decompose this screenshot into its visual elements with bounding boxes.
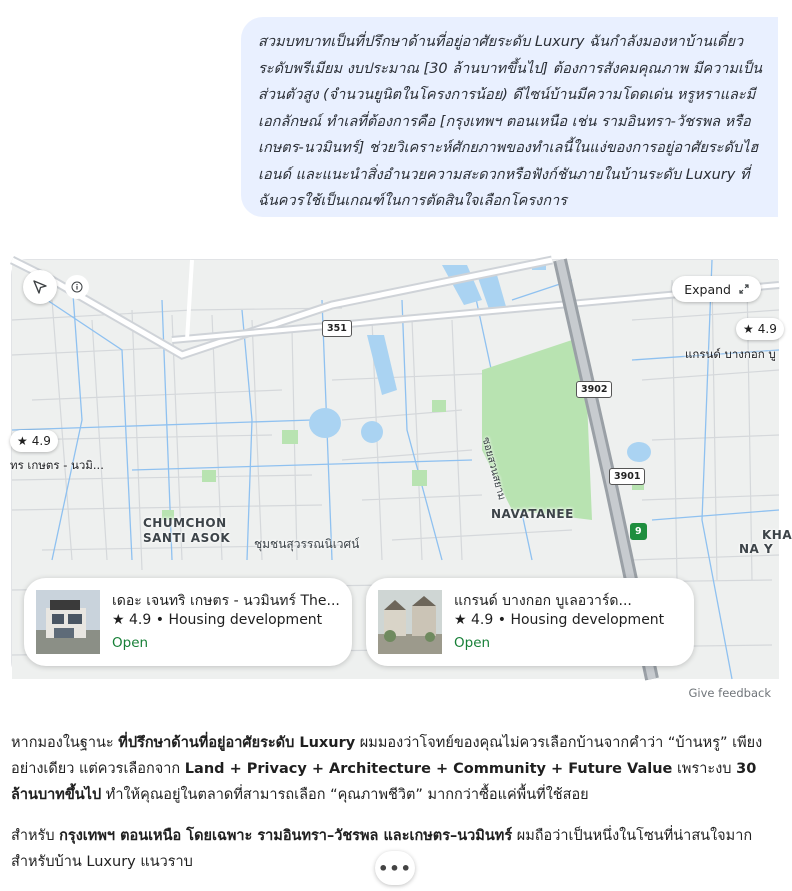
user-message-text: สวมบทบาทเป็นที่ปรึกษาด้านที่อยู่อาศัยระดับ Luxury ฉันกำลังมองหาบ้านเดี่ยวระดับพรีเมียม งบประมาณ [30 ล้านบาทขึ้นไป] ต้องการสังคมคุณภาพ มีความเป็นส่วนตัวสูง (จำนวนยูนิตในโครงการน้อย) ดีไซน์บ้านมีความโดดเด่น หรูหราและมีเอกลักษณ์ ทำเลที่ต้องการคือ [กรุงเทพฯ ตอนเหนือ เช่น รามอินทรา-วัชรพล หรือ เกษตร-นวมินทร์] ช่วยวิเคราะห์ศักยภาพของทำเลนี้ในแง่ของการอยู่อาศัยระดับไฮเอนด์ และแนะนำสิ่งอำนวยความสะดวกหรือฟังก์ชันภายในบ้านระดับ Luxury ที่ฉันควรใช้เป็นเกณฑ์ในการตัดสินใจเลือกโครงการ — [258, 34, 762, 209]
info-icon — [71, 281, 83, 293]
p1-bold-b: ที่ปรึกษาด้านที่อยู่อาศัยระดับ Luxury — [118, 735, 356, 751]
expand-map-button[interactable] — [672, 276, 761, 302]
meta-separator: • — [497, 612, 506, 628]
star-icon: ★ — [454, 612, 467, 628]
map-label-santi-asok: SANTI ASOK — [143, 531, 231, 545]
pin-rating-value: 4.9 — [31, 434, 51, 448]
response-paragraph-1 — [11, 730, 773, 808]
route-shield-3902: 3902 — [576, 381, 612, 398]
place-category: Housing development — [510, 612, 665, 628]
expand-label: Expand — [684, 281, 731, 297]
p2-bold-b: กรุงเทพฯ ตอนเหนือ โดยเฉพาะ รามอินทรา–วัชรพล และเกษตร–นวมินทร์ — [59, 828, 513, 844]
navigation-arrow-icon — [32, 279, 48, 295]
place-status: Open — [454, 635, 491, 651]
give-feedback-link[interactable]: Give feedback — [688, 686, 771, 700]
p1-text-g: ทำให้คุณอยู่ในตลาดที่สามารถเลือก “คุณภาพชีวิต” มากกว่าซื้อแค่พื้นที่ใช้สอย — [101, 787, 589, 803]
place-card[interactable] — [24, 578, 352, 666]
expand-icon — [739, 284, 749, 294]
map-pin-rating[interactable] — [736, 318, 784, 340]
place-meta — [112, 612, 322, 628]
p1-bold-f: 30 ล้านบาทขึ้นไป — [11, 761, 757, 803]
map-pin-label[interactable]: ทร เกษตร - นวมิ... — [10, 458, 104, 472]
p1-text-c: ผมมองว่าโจทย์ของคุณไม่ควรเลือกบ้านจากคำว่า “บ้านหรู” เพียงอย่างเดียว แต่ควรเลือกจาก — [11, 735, 763, 777]
info-button[interactable] — [65, 275, 89, 299]
map-label-navatanee: NAVATANEE — [491, 507, 574, 521]
place-name: แกรนด์ บางกอก บูเลอวาร์ด... — [454, 593, 632, 609]
user-message-bubble — [241, 17, 778, 217]
map-label-road: ซอยสวนสยาม — [479, 435, 508, 502]
map-pin-label[interactable]: แกรนด์ บางกอก บู — [685, 347, 776, 361]
navigation-button[interactable] — [23, 270, 57, 304]
route-shield-3901: 3901 — [609, 468, 645, 485]
star-icon: ★ — [112, 612, 125, 628]
place-card[interactable] — [366, 578, 694, 666]
p1-bold-d: Land + Privacy + Architecture + Community + Future Value — [184, 761, 673, 777]
place-status: Open — [112, 635, 149, 651]
place-meta — [454, 612, 664, 628]
place-thumbnail — [36, 590, 100, 654]
map-label-edge-2: NA Y — [739, 542, 774, 556]
place-rating: 4.9 — [129, 612, 152, 628]
meta-separator: • — [155, 612, 164, 628]
place-name: เดอะ เจนทริ เกษตร - นวมินทร์ The... — [112, 593, 340, 609]
place-rating: 4.9 — [471, 612, 494, 628]
place-thumbnail — [378, 590, 442, 654]
p1-text-a: หากมองในฐานะ — [11, 735, 119, 751]
map-pin-rating[interactable] — [10, 430, 58, 452]
map-label-edge-1: KHA — [762, 528, 792, 542]
map-label-chumchon: CHUMCHON — [143, 516, 227, 530]
route-shield-351: 351 — [322, 320, 352, 337]
more-options-button[interactable]: ••• — [375, 851, 415, 885]
map-widget[interactable] — [10, 259, 792, 678]
route-shield-9: 9 — [630, 523, 647, 540]
place-category: Housing development — [168, 612, 323, 628]
p1-text-e: เพราะงบ — [672, 761, 737, 777]
p2-text-a: สำหรับ — [11, 828, 60, 844]
star-icon: ★ — [17, 434, 28, 448]
p2-text-c: ผมถือว่าเป็นหนึ่งในโซนที่น่าสนใจมากสำหรับบ้าน Luxury แนวราบ — [11, 828, 753, 870]
map-label-community: ชุมชนสุวรรณนิเวศน์ — [254, 537, 360, 551]
pin-rating-value: 4.9 — [757, 322, 777, 336]
star-icon: ★ — [743, 322, 754, 336]
